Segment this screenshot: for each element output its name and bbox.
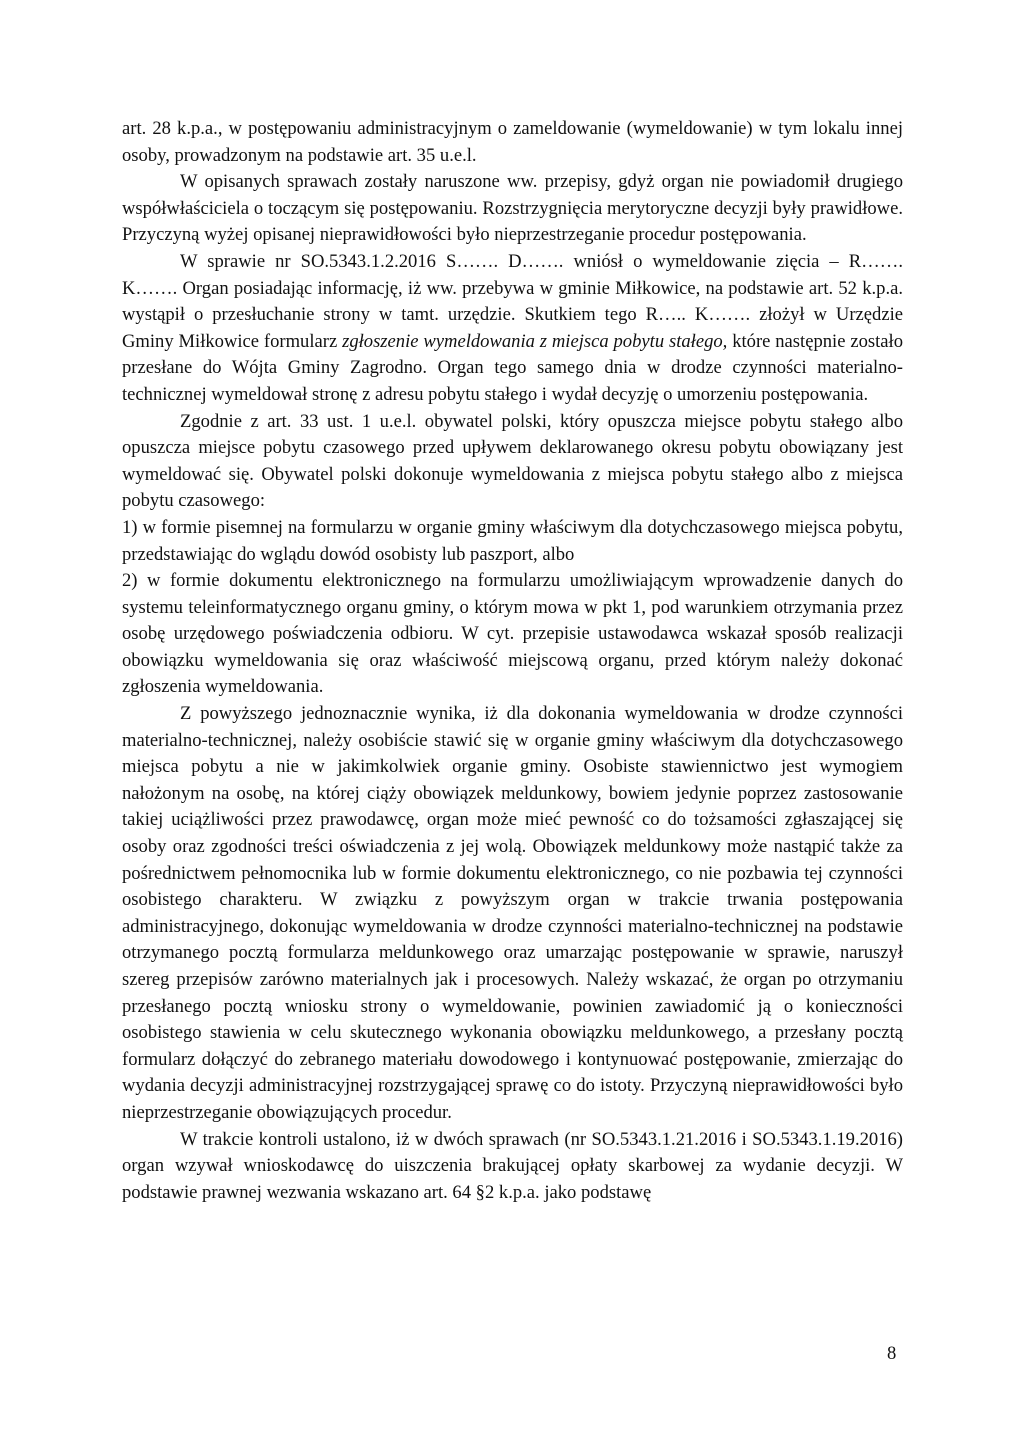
page-number: 8 xyxy=(887,1343,897,1364)
paragraph-case-text-before: W sprawie nr SO.5343.1.2.2016 S……. D……. wniósł o wymeldowanie zięcia – R……. K……. Organ posiadając informację, iż ww. przebywa w gminie Miłkowice, na podstawie art. 52 k.p.a. wystąpił o przesłuchanie strony w tamt. urzędzie. Skutkiem tego R….. K……. złożył w Urzędzie Gminy Miłkowice formularz xyxy=(122,250,903,352)
paragraph-conclusion: Z powyższego jednoznacznie wynika, iż dla dokonania wymeldowania w drodze czynności materialno-technicznej, należy osobiście stawić się w organie gminy właściwym dla dotychczasowego miejsca pobytu a nie w jakimkolwiek organie gminy. Osobiste stawiennictwo jest wymogiem nałożonym na osobę, na której ciąży obowiązek meldunkowy, bowiem jedynie poprzez zastosowanie takiej uciążliwości przez prawodawcę, organ może mieć pewność co do tożsamości zgłaszającej się osoby oraz zgodności treści oświadczenia z jej wolą. Obowiązek meldunkowy może nastąpić także za pośrednictwem pełnomocnika lub w formie dokumentu elektronicznego, co nie pozbawia tej czynności osobistego charakteru. W związku z powyższym organ w trakcie trwania postępowania administracyjnego, dokonując wymeldowania w drodze czynności materialno-technicznej na podstawie otrzymanego pocztą formularza meldunkowego oraz umarzając postępowanie w sprawie, naruszył szereg przepisów zarówno materialnych jak i procesowych. Należy wskazać, że organ po otrzymaniu przesłanego pocztą wniosku strony o wymeldowanie, powinien zawiadomić ją o konieczności osobistego stawienia w celu skutecznego wykonania obowiązku meldunkowego, a przesłany pocztą formularz dołączyć do zebranego materiału dowodowego i kontynuować postępowanie, zmierzając do wydania decyzji administracyjnej rozstrzygającej sprawę co do istoty. Przyczyną nieprawidłowości było nieprzestrzeganie obowiązujących procedur. xyxy=(122,703,903,1123)
paragraph-violations: W opisanych sprawach zostały naruszone ww. przepisy, gdyż organ nie powiadomił drugiego współwłaściciela o toczącym się postępowaniu. Rozstrzygnięcia merytoryczne decyzji były prawidłowe. Przyczyną wyżej opisanej nieprawidłowości było nieprzestrzeganie procedur postępowania. xyxy=(122,171,903,246)
document-page xyxy=(122,116,903,1206)
paragraph-case-form-name: zgłoszenie wymeldowania z miejsca pobytu stałego, xyxy=(342,330,728,352)
paragraph-stamp-duty: W trakcie kontroli ustalono, iż w dwóch sprawach (nr SO.5343.1.21.2016 i SO.5343.1.19.2016) organ wzywał wnioskodawcę do uiszczenia brakującej opłaty skarbowej za wydanie decyzji. W podstawie prawnej wezwania wskazano art. 64 §2 k.p.a. jako podstawę xyxy=(122,1128,903,1203)
list-item-2: 2) w formie dokumentu elektronicznego na formularzu umożliwiającym wprowadzenie danych do systemu teleinformatycznego organu gminy, o którym mowa w pkt 1, pod warunkiem otrzymania przez osobę urzędowego poświadczenia odbioru. W cyt. przepisie ustawodawca wskazał sposób realizacji obowiązku wymeldowania się oraz właściwość miejscową organu, przed którym należy dokonać zgłoszenia wymeldowania. xyxy=(122,570,903,698)
paragraph-case-so-5343-1-2-2016 xyxy=(122,249,903,409)
paragraph-legal-basis: Zgodnie z art. 33 ust. 1 u.e.l. obywatel polski, który opuszcza miejsce pobytu stałego albo opuszcza miejsce pobytu czasowego przed upływem deklarowanego okresu pobytu obowiązany jest wymeldować się. Obywatel polski dokonuje wymeldowania z miejsca pobytu stałego albo z miejsca pobytu czasowego: xyxy=(122,410,903,512)
paragraph-continuation: art. 28 k.p.a., w postępowaniu administracyjnym o zameldowanie (wymeldowanie) w tym lokalu innej osoby, prowadzonym na podstawie art. 35 u.e.l. xyxy=(122,118,903,166)
list-item-1: 1) w formie pisemnej na formularzu w organie gminy właściwym dla dotychczasowego miejsca pobytu, przedstawiając do wglądu dowód osobisty lub paszport, albo xyxy=(122,516,903,565)
paragraph-case-text-after: które następnie zostało przesłane do Wójta Gminy Zagrodno. Organ tego samego dnia w drodze czynności materialno-technicznej wymeldował stronę z adresu pobytu stałego i wydał decyzję o umorzeniu postępowania. xyxy=(122,330,903,405)
